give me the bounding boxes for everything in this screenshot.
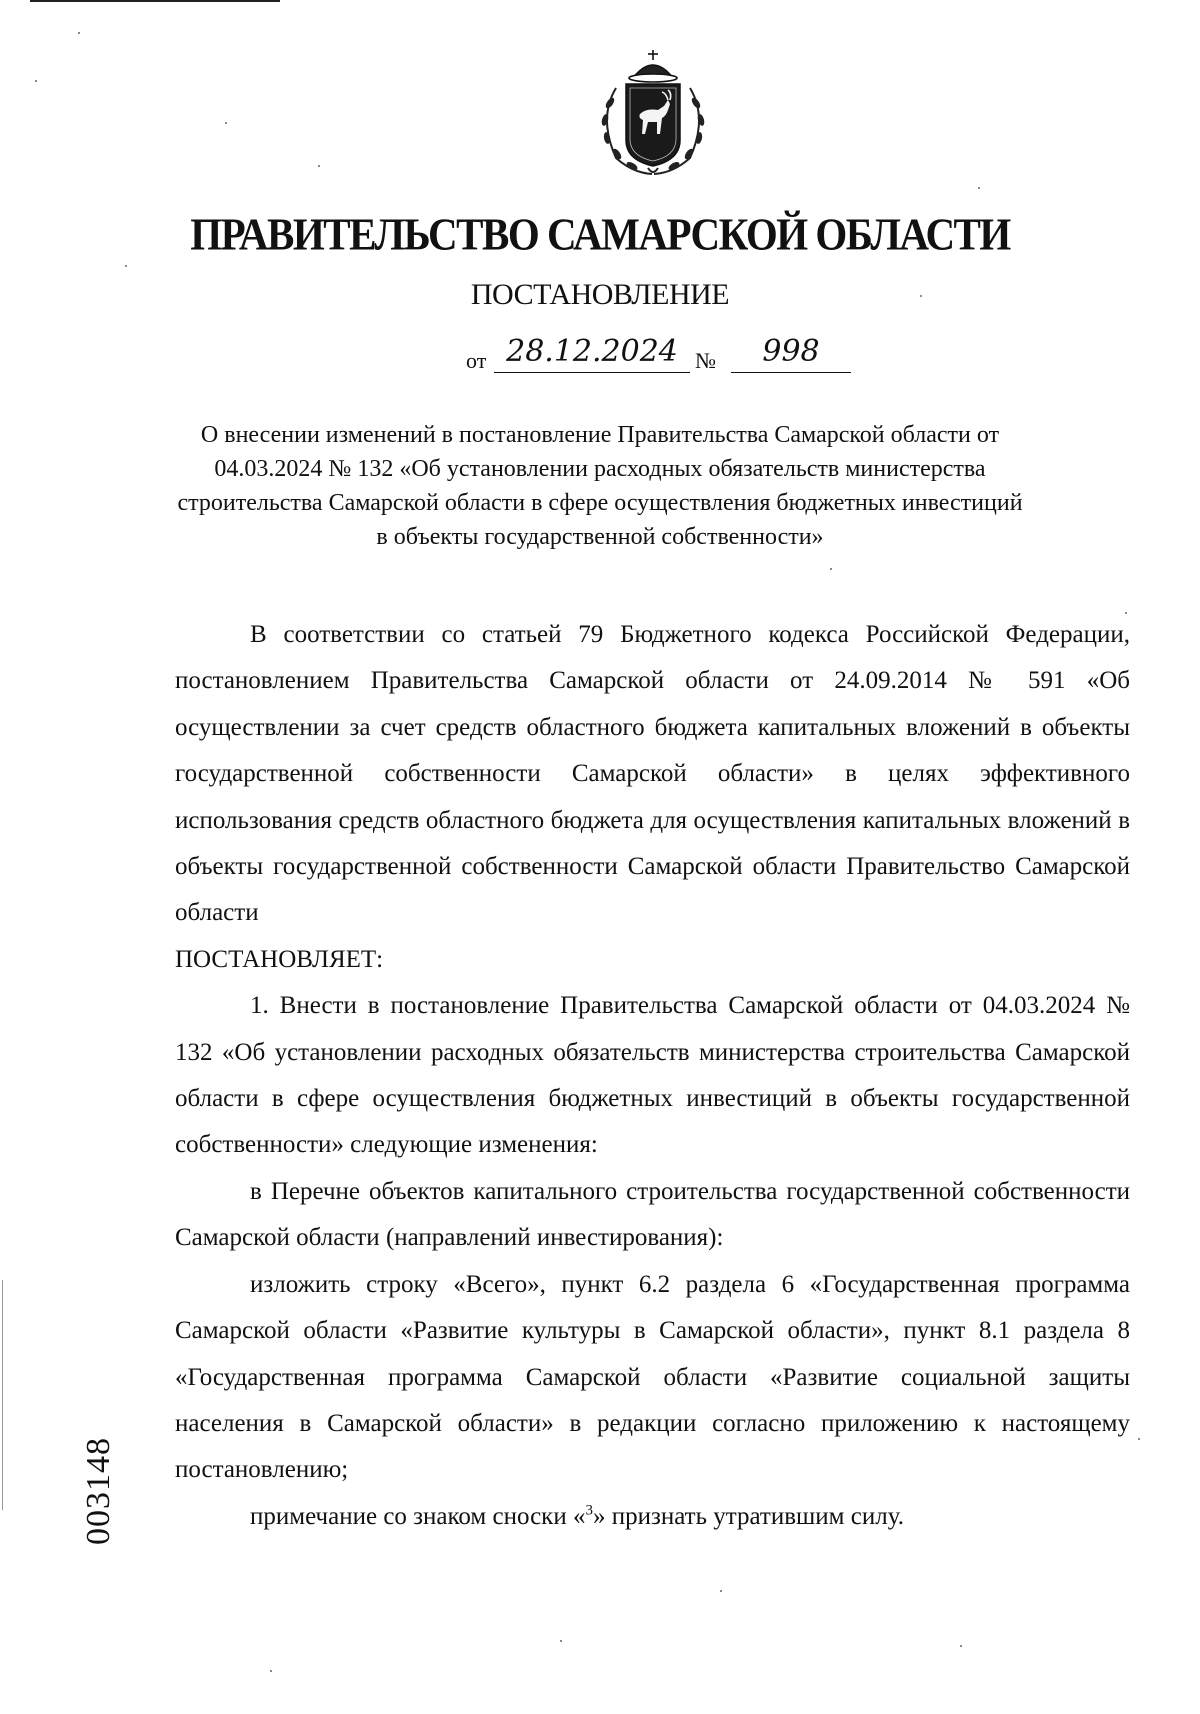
item-1-paragraph: 1. Внести в постановление Правительства Самарской области от 04.03.2024 № 132 «Об установлении расходных обязательств министерства строительства Самарской области в сфере осуществления бюджетных инвестиций в объекты государственной собственности» следующие изменения: (175, 992, 1130, 1159)
government-title: ПРАВИТЕЛЬСТВО САМАРСКОЙ ОБЛАСТИ (190, 208, 1010, 260)
scan-speck (560, 1640, 562, 1642)
sub-item-3-text-end: » признать утратившим силу. (592, 1502, 904, 1530)
registration-number-vertical: 003148 (80, 1437, 117, 1545)
document-type: ПОСТАНОВЛЕНИЕ (470, 278, 730, 311)
scan-speck (318, 165, 320, 167)
scan-speck (960, 1645, 962, 1647)
scan-speck (830, 568, 832, 570)
scan-speck (35, 80, 37, 82)
date-prefix: от (466, 348, 487, 373)
document-subject: О внесении изменений в постановление Правительства Самарской области от 04.03.2024 № 132 «Об установлении расходных обязательств министерства строительства Самарской области в сфере осуществления бюджетных инвестиций в объекты государственной собственности» (177, 422, 1023, 550)
sub-item-2-paragraph: изложить строку «Всего», пункт 6.2 раздела 6 «Государственная программа Самарской области «Развитие культуры в Самарской области», пункт 8.1 раздела 8 «Государственная программа Самарской области «Развитие социальной защиты населения в Самарской области» в редакции согласно приложению к настоящему постановлению; (175, 1270, 1130, 1484)
handwritten-number: 998 (731, 332, 851, 373)
footnote-superscript: 3 (585, 1502, 593, 1519)
scan-speck (920, 295, 922, 297)
date-number-line (466, 332, 886, 382)
scan-speck (270, 1670, 272, 1672)
sub-item-3-text-start: примечание со знаком сноски « (250, 1502, 586, 1530)
scan-edge-line (30, 0, 280, 2)
scan-edge-line (2, 1280, 3, 1510)
scan-speck (78, 32, 80, 34)
scan-speck (1138, 1438, 1140, 1440)
document-body (175, 612, 1130, 1540)
samara-region-coat-of-arms-icon (588, 48, 718, 180)
sub-item-1-paragraph: в Перечне объектов капитального строительства государственной собственности Самарской области (направлений инвестирования): (175, 1177, 1130, 1252)
resolves-line: ПОСТАНОВЛЯЕТ: (175, 945, 384, 973)
preamble-paragraph (175, 612, 1130, 937)
sub-item-3-paragraph (175, 1494, 1130, 1540)
scan-speck (125, 265, 127, 267)
scan-speck (978, 187, 980, 189)
preamble-text: В соответствии со статьей 79 Бюджетного кодекса Российской Федерации, постановлением Правительства Самарской области от 24.09.2014 № 591 «Об осуществлении за счет средств областного бюджета капитальных вложений в объекты государственной собственности Самарской области» в целях эффективного использования средств областного бюджета для осуществления капитальных вложений в объекты государственной собственности Самарской области Правительство Самарской области (175, 621, 1130, 927)
number-label: № (695, 348, 716, 373)
handwritten-date: 28.12.2024 (494, 332, 690, 373)
scan-speck (225, 122, 227, 124)
scan-speck (1125, 612, 1127, 614)
scan-speck (720, 1590, 722, 1592)
